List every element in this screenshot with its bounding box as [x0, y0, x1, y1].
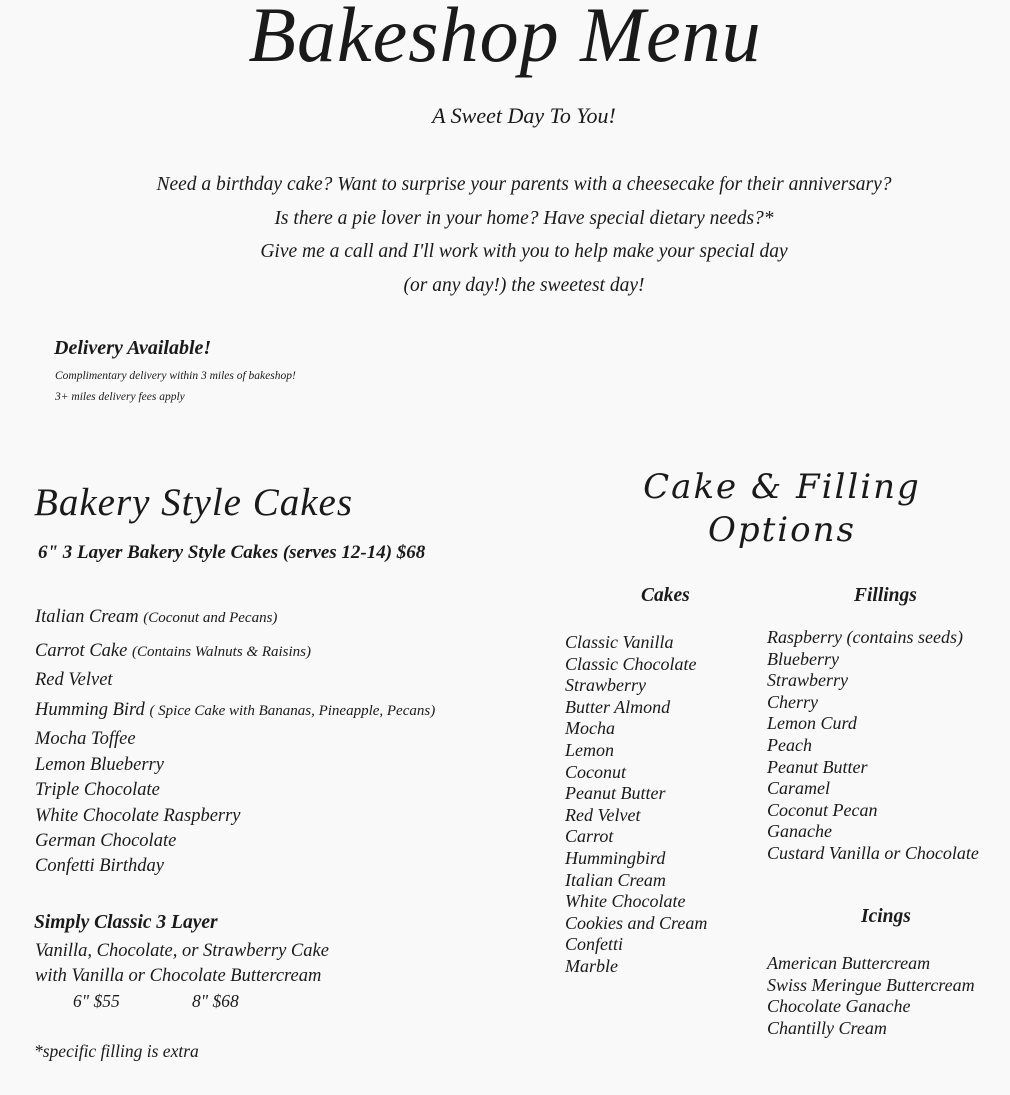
footnote: *specific filling is extra [34, 1041, 199, 1061]
cake-option: Coconut [565, 761, 626, 782]
cake-item [35, 856, 164, 877]
cake-name: Mocha Toffee [35, 729, 136, 749]
cake-option: Carrot [565, 826, 614, 847]
cake-item [35, 641, 311, 662]
filling-option: Blueberry [767, 648, 839, 669]
delivery-heading: Delivery Available! [54, 337, 212, 359]
bakery-cakes-subheading: 6" 3 Layer Bakery Style Cakes (serves 12-14) $68 [38, 542, 426, 563]
icing-option: Chantilly Cream [767, 1017, 887, 1038]
cake-name: White Chocolate Raspberry [35, 806, 241, 826]
cake-option: Red Velvet [565, 804, 641, 825]
cake-item [35, 831, 176, 852]
cake-option: Cookies and Cream [565, 912, 708, 933]
cake-option: Classic Vanilla [565, 632, 674, 652]
icing-option: American Buttercream [767, 953, 931, 973]
cake-item [35, 806, 241, 827]
cake-option: Hummingbird [565, 847, 666, 868]
filling-option: Lemon Curd [767, 713, 857, 734]
options-heading [562, 466, 1002, 552]
intro-line: (or any day!) the sweetest day! [403, 274, 645, 296]
filling-option: Caramel [767, 778, 830, 799]
intro-line: Give me a call and I'll work with you to help make your special day [260, 241, 788, 262]
cake-name: Italian Cream [35, 607, 139, 627]
delivery-line: Complimentary delivery within 3 miles of bakeshop! [55, 370, 296, 382]
cakes-heading: Cakes [641, 585, 690, 606]
cake-option: Peanut Butter [565, 783, 666, 804]
cake-note: (Contains Walnuts & Raisins) [131, 644, 312, 660]
cake-option: Butter Almond [565, 696, 671, 717]
cake-item [35, 670, 113, 691]
cake-option: Marble [565, 955, 618, 976]
cake-name: Confetti Birthday [35, 856, 164, 876]
filling-option: Strawberry [767, 670, 848, 691]
cake-name: Lemon Blueberry [35, 755, 164, 775]
cake-item [35, 607, 277, 628]
simply-classic-line: Vanilla, Chocolate, or Strawberry Cake [35, 941, 329, 961]
cake-option: Italian Cream [565, 869, 666, 890]
options-heading-line: Cake & Filling [643, 467, 921, 507]
intro-line: Need a birthday cake? Want to surprise your parents with a cheesecake for their anniversary? [156, 174, 892, 195]
icings-list [767, 953, 975, 1039]
simply-classic-heading: Simply Classic 3 Layer [34, 912, 218, 933]
bakery-cakes-heading: Bakery Style Cakes [34, 481, 354, 524]
filling-option: Peanut Butter [767, 756, 868, 777]
page-title: Bakeshop Menu [248, 0, 762, 78]
cake-note: (Coconut and Pecans) [143, 610, 278, 626]
icing-option: Chocolate Ganache [767, 996, 911, 1017]
filling-option: Ganache [767, 821, 832, 842]
cake-option: Mocha [565, 718, 615, 739]
fillings-heading: Fillings [854, 585, 917, 606]
filling-option: Cherry [767, 691, 818, 712]
cake-note: ( Spice Cake with Bananas, Pineapple, Pecans) [149, 703, 436, 719]
options-heading-line: Options [708, 510, 856, 550]
filling-option: Raspberry (contains seeds) [767, 627, 963, 647]
cake-name: Red Velvet [35, 670, 113, 690]
intro-line: Is there a pie lover in your home? Have special dietary needs?* [274, 207, 774, 229]
simply-classic-line: with Vanilla or Chocolate Buttercream [35, 966, 322, 986]
greeting: A Sweet Day To You! [432, 103, 616, 128]
cake-name: Triple Chocolate [35, 780, 160, 800]
cakes-list [565, 632, 707, 978]
cake-name: German Chocolate [35, 831, 177, 851]
fillings-list [767, 627, 979, 865]
cake-option: Confetti [565, 934, 623, 955]
icing-option: Swiss Meringue Buttercream [767, 974, 975, 995]
cake-option: Strawberry [565, 675, 646, 696]
icings-heading: Icings [861, 906, 911, 927]
cake-name: Humming Bird [35, 700, 145, 720]
cake-option: White Chocolate [565, 891, 686, 912]
cake-item [35, 755, 164, 776]
price-8-inch: 8" $68 [192, 991, 239, 1011]
intro-text [0, 168, 1010, 302]
cake-item [35, 700, 435, 721]
price-6-inch: 6" $55 [73, 991, 120, 1011]
cake-name: Carrot Cake [35, 641, 128, 661]
cake-item [35, 729, 136, 750]
filling-option: Peach [767, 734, 812, 755]
cake-item [35, 780, 160, 801]
cake-option: Classic Chocolate [565, 653, 697, 674]
filling-option: Custard Vanilla or Chocolate [767, 842, 979, 863]
filling-option: Coconut Pecan [767, 799, 878, 820]
delivery-line: 3+ miles delivery fees apply [55, 391, 185, 403]
cake-option: Lemon [565, 739, 614, 760]
